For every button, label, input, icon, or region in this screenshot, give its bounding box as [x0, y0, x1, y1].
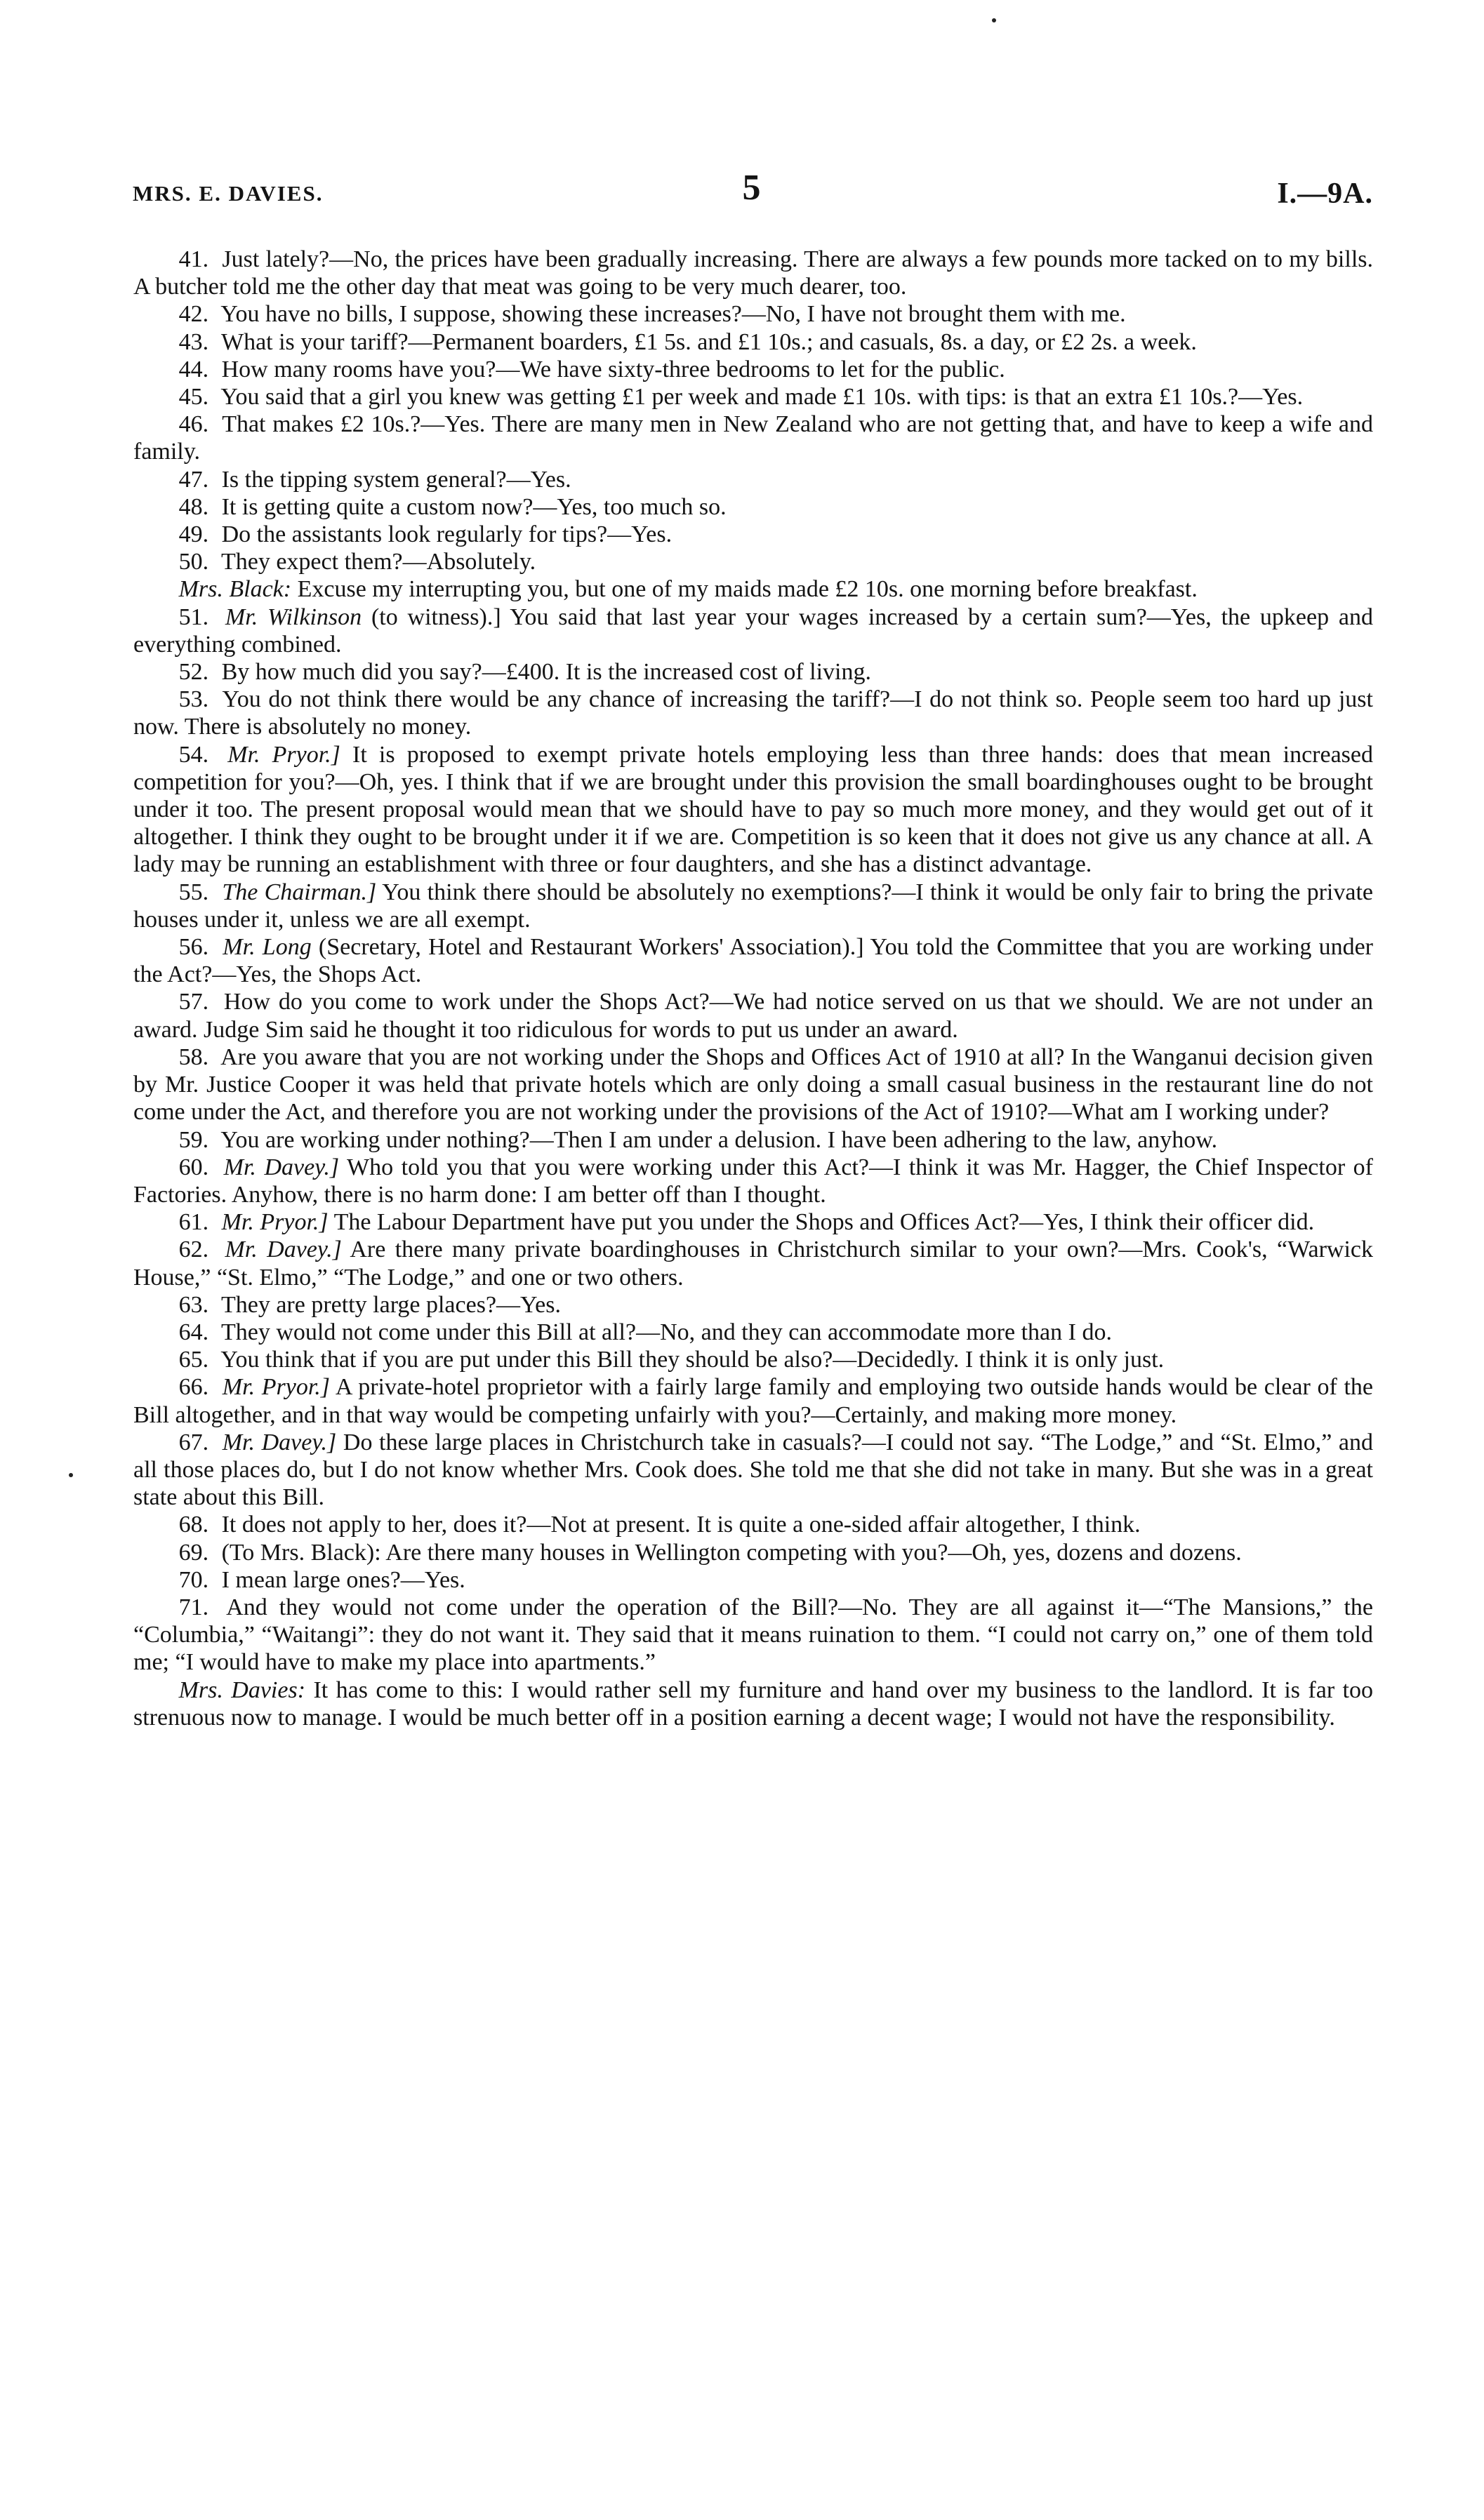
speaker-note: (Secretary, Hotel and Restaurant Workers' Association).] — [318, 934, 864, 961]
transcript-paragraph — [133, 1208, 1373, 1236]
paragraph-text: You think that if you are put under this Bill they should be also?—Decidedly. I think it is only just. — [220, 1347, 1165, 1373]
question-number: 47. — [178, 466, 209, 493]
question-number: 63. — [178, 1291, 209, 1318]
speaker-name: Mr. Davey.] — [223, 1154, 340, 1180]
paragraph-text: You think there should be absolutely no exemptions?—I think it would be only fair to bring the private houses under it, unless we are all exempt. — [133, 879, 1373, 933]
question-number: 60. — [178, 1154, 209, 1180]
document-reference: I.—9A. — [1277, 178, 1373, 210]
transcript-paragraph — [133, 604, 1373, 658]
transcript-paragraph — [133, 246, 1373, 300]
paragraph-text: Is the tipping system general?—Yes. — [221, 466, 571, 493]
question-number: 56. — [178, 934, 209, 961]
paragraph-text: It has come to this: I would rather sell my furniture and hand over my business to the landlord. It is far too strenuous now to manage. I would be much better off in a position earning a decent wage; I would not have the responsibility. — [133, 1676, 1373, 1731]
question-number: 46. — [178, 411, 209, 438]
speaker-name: Mr. Wilkinson — [225, 604, 362, 630]
page-header — [130, 167, 1373, 216]
question-number: 68. — [178, 1512, 209, 1538]
paragraph-text: That makes £2 10s.?—Yes. There are many men in New Zealand who are not getting that, and have to keep a wife and family. — [133, 411, 1373, 465]
paragraph-text: They would not come under this Bill at all?—No, and they can accommodate more than I do. — [220, 1319, 1112, 1345]
transcript-paragraph — [133, 1539, 1373, 1566]
paragraph-text: You told the Committee that you are working under the Act?—Yes, the Shops Act. — [133, 934, 1374, 988]
paragraph-text: You said that last year your wages increased by a certain sum?—Yes, the upkeep and everything combined. — [133, 604, 1374, 658]
speaker-name: Mr. Pryor.] — [222, 1374, 331, 1401]
question-number: 50. — [178, 549, 209, 575]
paragraph-text: You are working under nothing?—Then I am under a delusion. I have been adhering to the law, anyhow. — [220, 1126, 1218, 1153]
question-number: 59. — [178, 1126, 209, 1153]
transcript-paragraph — [133, 1373, 1373, 1428]
transcript-paragraph — [133, 658, 1373, 686]
question-number: 66. — [178, 1374, 209, 1401]
question-number: 43. — [178, 328, 209, 355]
question-number: 67. — [178, 1429, 209, 1455]
paragraph-text: It is getting quite a custom now?—Yes, too much so. — [221, 493, 727, 520]
question-number: 64. — [178, 1319, 209, 1345]
question-number: 61. — [178, 1209, 209, 1236]
transcript-paragraph — [133, 1291, 1373, 1319]
speaker-name: Mr. Pryor.] — [221, 1209, 329, 1236]
speaker-name: Mrs. Davies: — [178, 1676, 306, 1703]
speaker-name: The Chairman.] — [222, 879, 377, 905]
question-number: 57. — [178, 989, 209, 1015]
transcript-body — [133, 246, 1373, 1731]
question-number: 45. — [178, 384, 209, 411]
paragraph-text: And they would not come under the operation of the Bill?—No. They are all against it—“The Mansions,” the “Columbia,” “Waitangi”: they do not want it. They said that it means ruination to them. “I could not carry on,” one of them told me; “I would have to make my place into apartments.” — [133, 1594, 1373, 1676]
speck-mark — [69, 1473, 73, 1477]
transcript-paragraph — [133, 1429, 1373, 1512]
speaker-name: Mr. Davey.] — [225, 1236, 342, 1263]
paragraph-text: It is proposed to exempt private hotels employing less than three hands: does that mean increased competition for you?—Oh, yes. I think that if we are brought under this provision the small boardinghouses ought to be brought under it too. The present proposal would mean that we should have to pay so much more money, and they would get out of it altogether. I think they ought to be brought under it if we are. Competition is so keen that it does not give us any chance at all. A lady may be running an establishment with three or four daughters, and she has a distinct advantage. — [133, 741, 1373, 878]
paragraph-text: Who told you that you were working under this Act?—I think it was Mr. Hagger, the Chief Inspector of Factories. Anyhow, there is no harm done: I am better off than I thought. — [133, 1154, 1374, 1208]
question-number: 53. — [178, 686, 209, 713]
speaker-name: Mr. Pryor.] — [227, 741, 340, 768]
question-number: 65. — [178, 1347, 209, 1373]
paragraph-text: How do you come to work under the Shops Act?—We had notice served on us that we should. We are not under an award. Judge Sim said he thought it too ridiculous for words to put us under an award. — [133, 989, 1374, 1043]
question-number: 44. — [178, 356, 209, 382]
transcript-paragraph — [133, 1044, 1373, 1126]
paragraph-text: Are you aware that you are not working under the Shops and Offices Act of 1910 at all? In the Wanganui decision given by Mr. Justice Cooper it was held that private hotels which are only doing a small casual business in the restaurant line do not come under the Act, and therefore you are not working under the provisions of the Act of 1910?—What am I working under? — [133, 1044, 1374, 1126]
question-number: 69. — [178, 1539, 209, 1566]
transcript-paragraph — [133, 356, 1373, 383]
paragraph-text: Just lately?—No, the prices have been gradually increasing. There are always a few pounds more tacked on to my bills. A butcher told me the other day that meat was going to be very much dearer, too. — [133, 246, 1373, 300]
paragraph-text: Are there many private boardinghouses in Christchurch similar to your own?—Mrs. Cook's, “Warwick House,” “St. Elmo,” “The Lodge,” and one or two others. — [133, 1236, 1373, 1291]
transcript-paragraph — [133, 879, 1373, 933]
transcript-paragraph — [133, 686, 1373, 740]
header-witness-name: MRS. E. DAVIES. — [133, 181, 324, 206]
question-number: 54. — [178, 741, 209, 768]
paragraph-text: What is your tariff?—Permanent boarders, £1 5s. and £1 10s.; and casuals, 8s. a day, or £2 2s. a week. — [220, 328, 1197, 355]
question-number: 41. — [178, 246, 209, 272]
paragraph-text: How many rooms have you?—We have sixty-three bedrooms to let for the public. — [221, 356, 1005, 382]
transcript-paragraph — [133, 1154, 1373, 1208]
paragraph-text: Do the assistants look regularly for tips?—Yes. — [221, 521, 673, 548]
transcript-paragraph — [133, 575, 1373, 603]
speaker-name: Mrs. Black: — [178, 576, 292, 603]
transcript-paragraph — [133, 493, 1373, 521]
transcript-paragraph — [133, 1511, 1373, 1538]
paragraph-text: The Labour Department have put you under the Shops and Offices Act?—Yes, I think their officer did. — [333, 1209, 1315, 1236]
transcript-paragraph — [133, 383, 1373, 411]
transcript-paragraph — [133, 1126, 1373, 1154]
transcript-paragraph — [133, 466, 1373, 493]
transcript-paragraph — [133, 1566, 1373, 1594]
question-number: 48. — [178, 493, 209, 520]
question-number: 49. — [178, 521, 209, 548]
question-number: 70. — [178, 1566, 209, 1593]
transcript-paragraph — [133, 1676, 1373, 1731]
question-number: 52. — [178, 659, 209, 686]
paragraph-text: They are pretty large places?—Yes. — [220, 1291, 562, 1318]
paragraph-text: Excuse my interrupting you, but one of my maids made £2 10s. one morning before breakfast. — [297, 576, 1198, 603]
transcript-paragraph — [133, 1346, 1373, 1373]
speck-mark — [992, 18, 996, 22]
transcript-paragraph — [133, 411, 1373, 465]
paragraph-text: You do not think there would be any chance of increasing the tariff?—I do not think so. People seem too hard up just now. There is absolutely no money. — [133, 686, 1373, 740]
question-number: 51. — [178, 604, 209, 630]
paragraph-text: A private-hotel proprietor with a fairly large family and employing two outside hands would be clear of the Bill altogether, and in that way would be competing unfairly with you?—Certainly, and making more money. — [133, 1374, 1374, 1428]
question-number: 58. — [178, 1044, 209, 1070]
transcript-paragraph — [133, 988, 1373, 1043]
paragraph-text: It does not apply to her, does it?—Not at present. It is quite a one-sided affair altogether, I think. — [221, 1512, 1141, 1538]
transcript-paragraph — [133, 300, 1373, 328]
question-number: 42. — [178, 301, 209, 328]
page-number: 5 — [742, 168, 761, 208]
question-number: 55. — [178, 879, 209, 905]
speaker-name: Mr. Long — [223, 934, 312, 961]
speaker-note: (to witness).] — [371, 604, 501, 630]
transcript-paragraph — [133, 1594, 1373, 1676]
paragraph-text: Do these large places in Christchurch take in casuals?—I could not say. “The Lodge,” and “St. Elmo,” and all those places do, but I do not know whether Mrs. Cook does. She told me that she did not take in many. But she was in a great state about this Bill. — [133, 1429, 1374, 1511]
transcript-paragraph — [133, 741, 1373, 879]
transcript-paragraph — [133, 1236, 1373, 1291]
paragraph-text: By how much did you say?—£400. It is the increased cost of living. — [221, 659, 871, 686]
transcript-paragraph — [133, 328, 1373, 356]
transcript-paragraph — [133, 548, 1373, 575]
paragraph-text: You said that a girl you knew was getting £1 per week and made £1 10s. with tips: is that an extra £1 10s.?—Yes. — [220, 384, 1304, 411]
transcript-paragraph — [133, 933, 1373, 988]
question-number: 71. — [178, 1594, 209, 1620]
paragraph-text: (To Mrs. Black): Are there many houses in Wellington competing with you?—Oh, yes, dozens and dozens. — [221, 1539, 1242, 1566]
paragraph-text: You have no bills, I suppose, showing these increases?—No, I have not brought them with me. — [220, 301, 1126, 328]
transcript-paragraph — [133, 521, 1373, 548]
question-number: 62. — [178, 1236, 209, 1263]
speaker-name: Mr. Davey.] — [222, 1429, 337, 1455]
paragraph-text: They expect them?—Absolutely. — [220, 549, 536, 575]
transcript-paragraph — [133, 1319, 1373, 1346]
paragraph-text: I mean large ones?—Yes. — [221, 1566, 465, 1593]
